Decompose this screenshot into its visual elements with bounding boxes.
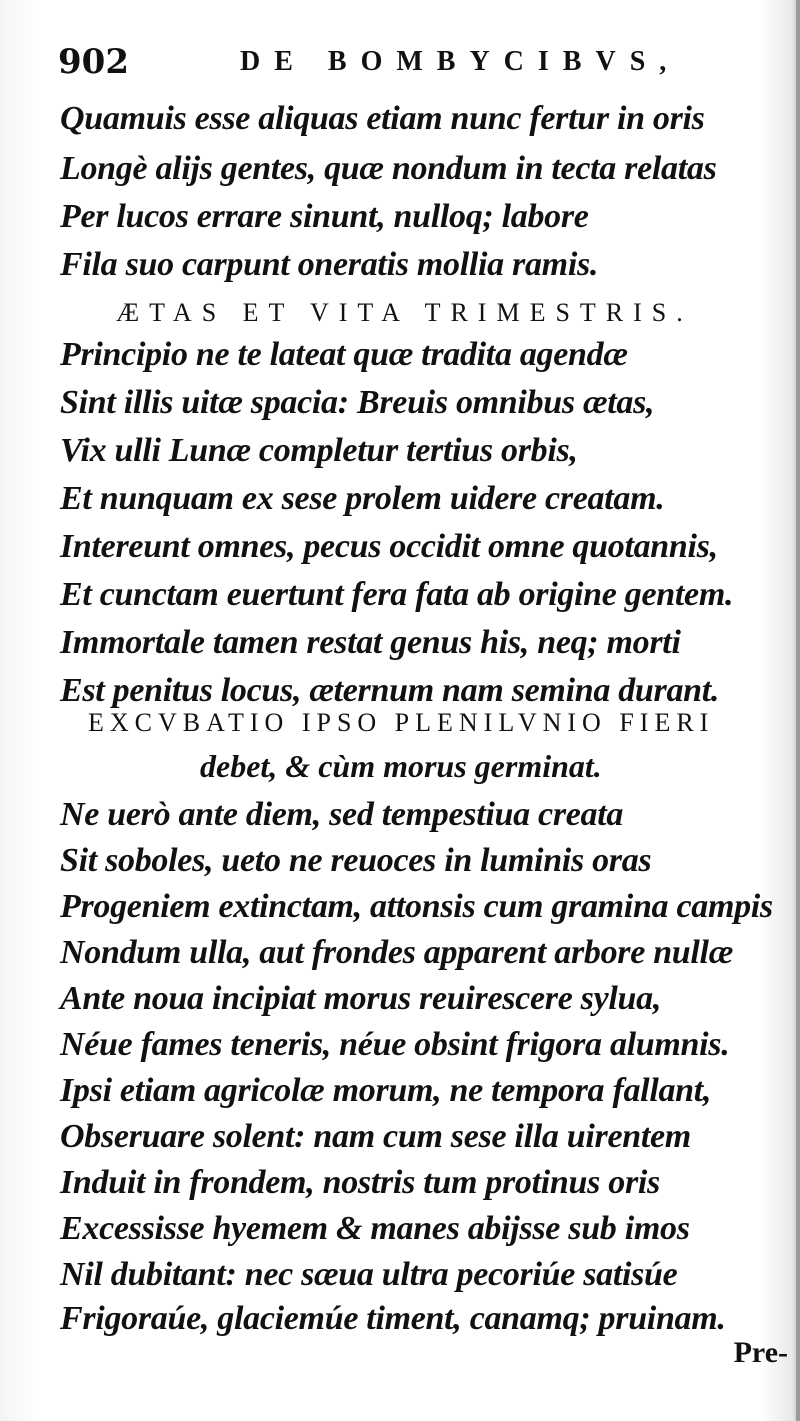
page-edge-shadow — [796, 0, 800, 1421]
verse-line: Sit soboles, ueto ne reuoces in luminis oras — [60, 842, 652, 879]
verse-line: Obseruare solent: nam cum sese illa uirentem — [60, 1118, 691, 1155]
running-title: DE BOMBYCIBVS, — [240, 46, 681, 77]
verse-line: Principio ne te lateat quæ tradita agendæ — [60, 336, 628, 373]
verse-line: Immortale tamen restat genus his, neq; morti — [60, 624, 681, 661]
verse-line: Et cunctam euertunt fera fata ab origine gentem. — [60, 576, 734, 613]
verse-line: Longè alijs gentes, quæ nondum in tecta relatas — [60, 150, 717, 187]
verse-line: Vix ulli Lunæ completur tertius orbis, — [60, 432, 578, 469]
section-heading-continuation: debet, & cùm morus germinat. — [200, 748, 602, 784]
verse-line: Induit in frondem, nostris tum protinus oris — [60, 1164, 660, 1201]
section-heading: ÆTAS ET VITA TRIMESTRIS. — [116, 298, 693, 327]
verse-line: Fila suo carpunt oneratis mollia ramis. — [60, 246, 599, 283]
catchword: Pre- — [733, 1336, 788, 1369]
verse-line: Ante noua incipiat morus reuirescere sylua, — [60, 980, 662, 1017]
running-head — [58, 42, 758, 86]
verse-line: Progeniem extinctam, attonsis cum gramina campis — [60, 888, 773, 925]
verse-line: Et nunquam ex sese prolem uidere creatam. — [60, 480, 665, 517]
verse-line: Néue fames teneris, néue obsint frigora alumnis. — [60, 1026, 730, 1063]
verse-line: Per lucos errare sinunt, nulloq; labore — [60, 198, 589, 235]
section-heading: EXCVBATIO IPSO PLENILVNIO FIERI — [88, 708, 715, 737]
verse-line: Nil dubitant: nec sæua ultra pecoriúe satisúe — [60, 1256, 678, 1293]
verse-line: Intereunt omnes, pecus occidit omne quotannis, — [60, 528, 718, 565]
verse-line: Excessisse hyemem & manes abijsse sub imos — [60, 1210, 690, 1247]
verse-line: Quamuis esse aliquas etiam nunc fertur in oris — [60, 100, 705, 137]
verse-line: Est penitus locus, æternum nam semina durant. — [60, 672, 720, 709]
page-number: 902 — [58, 42, 129, 82]
verse-line: Ne uerò ante diem, sed tempestiua creata — [60, 796, 624, 833]
verse-line: Nondum ulla, aut frondes apparent arbore nullæ — [60, 934, 733, 971]
verse-line: Sint illis uitæ spacia: Breuis omnibus ætas, — [60, 384, 655, 421]
verse-line: Frigoraúe, glaciemúe timent, canamq; pruinam. — [60, 1300, 726, 1337]
verse-line: Ipsi etiam agricolæ morum, ne tempora fallant, — [60, 1072, 712, 1109]
